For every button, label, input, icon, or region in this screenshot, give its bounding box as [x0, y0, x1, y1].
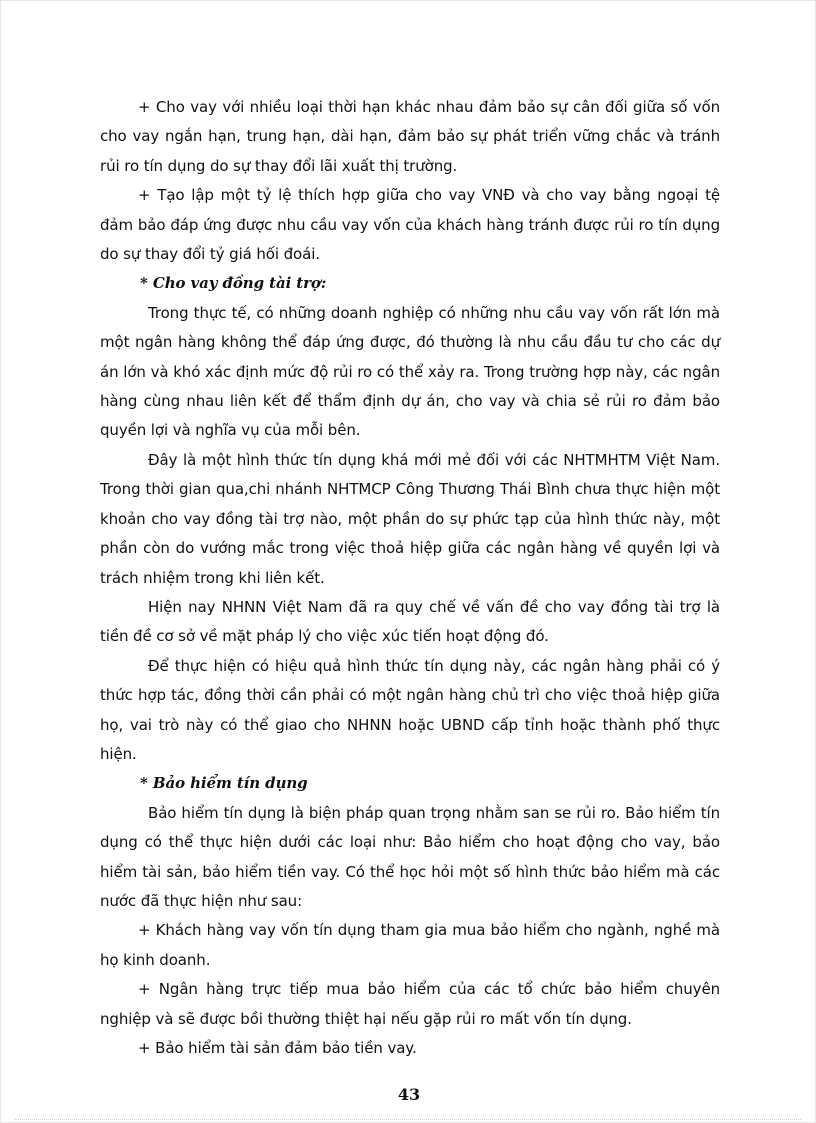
- paragraph-9: + Ngân hàng trực tiếp mua bảo hiểm của các tổ chức bảo hiểm chuyên nghiệp và sẽ được bồi thường thiệt hại nếu gặp rủi ro mất vốn tín dụng.: [100, 980, 720, 1028]
- section-heading-credit-insurance: * Bảo hiểm tín dụng: [140, 774, 308, 793]
- paragraph-2: + Tạo lập một tỷ lệ thích hợp giữa cho vay VNĐ và cho vay bằng ngoại tệ đảm bảo đáp ứng được nhu cầu vay vốn của khách hàng tránh được rủi ro tín dụng do sự thay đổi tỷ giá hối đoái.: [100, 186, 720, 264]
- paragraph-10: + Bảo hiểm tài sản đảm bảo tiền vay.: [138, 1039, 417, 1057]
- paragraph-8: + Khách hàng vay vốn tín dụng tham gia mua bảo hiểm cho ngành, nghề mà họ kinh doanh.: [100, 921, 720, 969]
- page-body: [100, 93, 720, 1063]
- page-number: 43: [397, 1085, 421, 1104]
- paragraph-6: Để thực hiện có hiệu quả hình thức tín dụng này, các ngân hàng phải có ý thức hợp tác, đồng thời cần phải có một ngân hàng chủ trì cho việc thoả hiệp giữa họ, vai trò này có thể giao cho NHNN hoặc UBND cấp tỉnh hoặc thành phố thực hiện.: [100, 656, 720, 763]
- section-heading-co-financing: * Cho vay đồng tài trợ:: [140, 274, 327, 293]
- paragraph-3: Trong thực tế, có những doanh nghiệp có những nhu cầu vay vốn rất lớn mà một ngân hàng không thể đáp ứng được, đó thường là nhu cầu đầu tư cho các dự án lớn và khó xác định mức độ rủi ro có thể xảy ra. Trong trường hợp này, các ngân hàng cùng nhau liên kết để thẩm định dự án, cho vay và chia sẻ rủi ro đảm bảo quyền lợi và nghĩa vụ của mỗi bên.: [100, 303, 720, 440]
- paragraph-4: Đây là một hình thức tín dụng khá mới mẻ đối với các NHTMHTM Việt Nam. Trong thời gian qua,chi nhánh NHTMCP Công Thương Thái Bình chưa thực hiện một khoản cho vay đồng tài trợ nào, một phần do sự phức tạp của hình thức này, một phần còn do vướng mắc trong việc thoả hiệp giữa các ngân hàng về quyền lợi và trách nhiệm trong khi liên kết.: [100, 450, 720, 587]
- paragraph-1: + Cho vay với nhiều loại thời hạn khác nhau đảm bảo sự cân đối giữa số vốn cho vay ngắn hạn, trung hạn, dài hạn, đảm bảo sự phát triển vững chắc và tránh rủi ro tín dụng do sự thay đổi lãi xuất thị trường.: [100, 98, 720, 175]
- paragraph-5: Hiện nay NHNN Việt Nam đã ra quy chế về vấn đề cho vay đồng tài trợ là tiền đề cơ sở về mặt pháp lý cho việc xúc tiến hoạt động đó.: [100, 597, 720, 646]
- paragraph-7: Bảo hiểm tín dụng là biện pháp quan trọng nhằm san se rủi ro. Bảo hiểm tín dụng có thể thực hiện dưới các loại như: Bảo hiểm cho hoạt động cho vay, bảo hiểm tài sản, bảo hiểm tiền vay. Có thể học hỏi một số hình thức bảo hiểm mà các nước đã thực hiện như sau:: [100, 803, 720, 910]
- footer-divider: [15, 1119, 801, 1120]
